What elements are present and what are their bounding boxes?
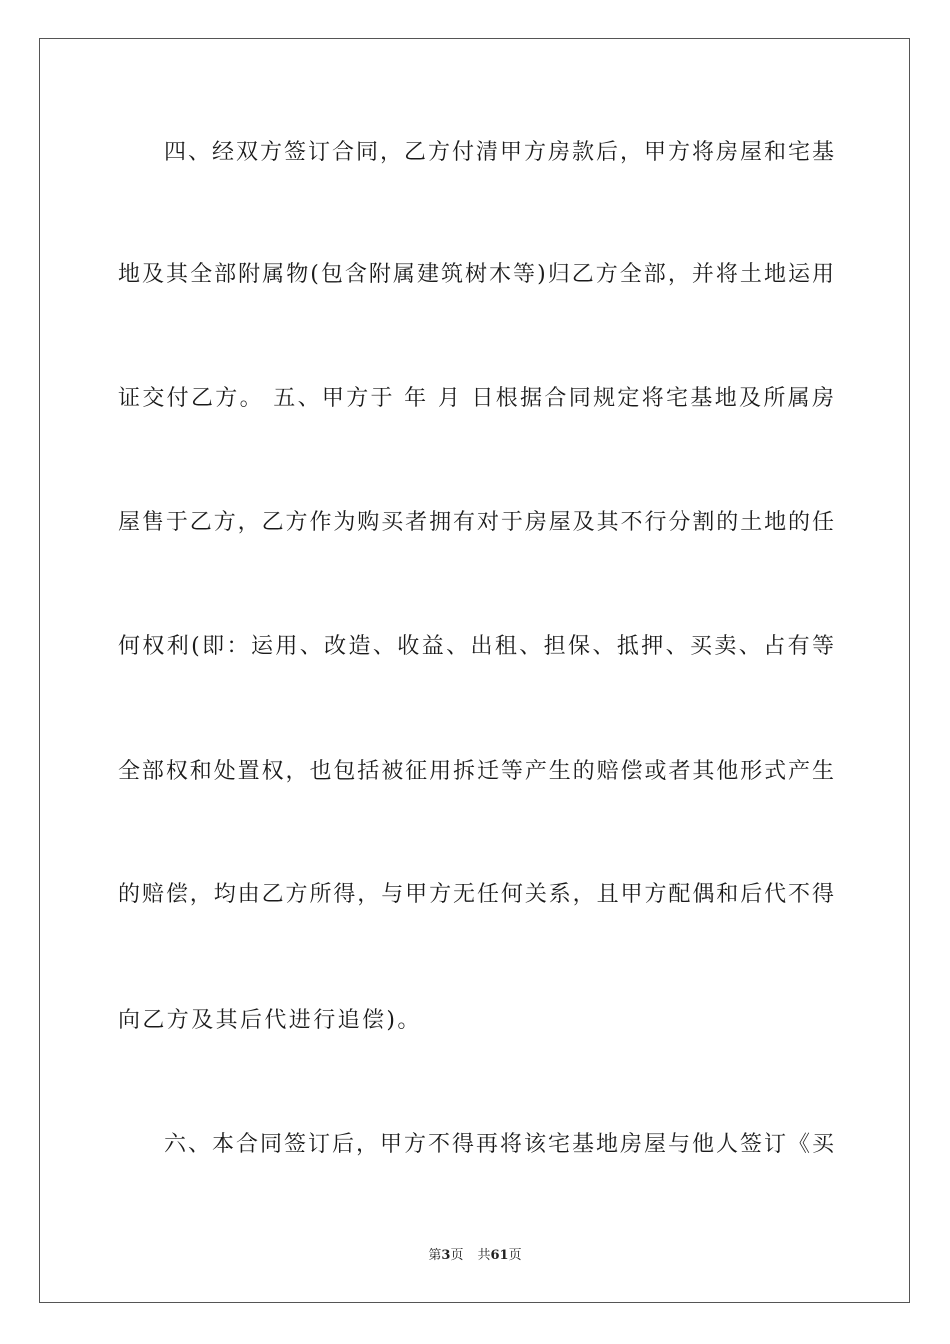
paragraph-line: 的赔偿，均由乙方所得，与甲方无任何关系，且甲方配偶和后代不得 [118,882,834,907]
page-number: 3 [441,1248,451,1263]
paragraph-line: 全部权和处置权，也包括被征用拆迁等产生的赔偿或者其他形式产生 [118,759,834,784]
page-footer [0,1247,950,1265]
paragraph-line: 何权利(即：运用、改造、收益、出租、担保、抵押、买卖、占有等 [118,634,834,659]
paragraph-line: 地及其全部附属物(包含附属建筑树木等)归乙方全部，并将土地运用 [118,262,834,287]
paragraph-line: 四、经双方签订合同，乙方付清甲方房款后，甲方将房屋和宅基 [164,140,834,165]
total-suffix: 页 [508,1248,522,1263]
paragraph-line: 屋售于乙方，乙方作为购买者拥有对于房屋及其不行分割的土地的任 [118,510,834,535]
total-pages: 61 [490,1248,509,1263]
paragraph-line: 向乙方及其后代进行追偿)。 [118,1008,422,1033]
page-frame [39,38,910,1303]
total-prefix: 共 [477,1248,491,1263]
paragraph-line: 证交付乙方。 五、甲方于 年 月 日根据合同规定将宅基地及所属房 [118,386,834,411]
page-prefix: 第 [428,1248,442,1263]
page-suffix: 页 [450,1248,464,1263]
paragraph-line: 六、本合同签订后，甲方不得再将该宅基地房屋与他人签订《买 [164,1132,834,1157]
